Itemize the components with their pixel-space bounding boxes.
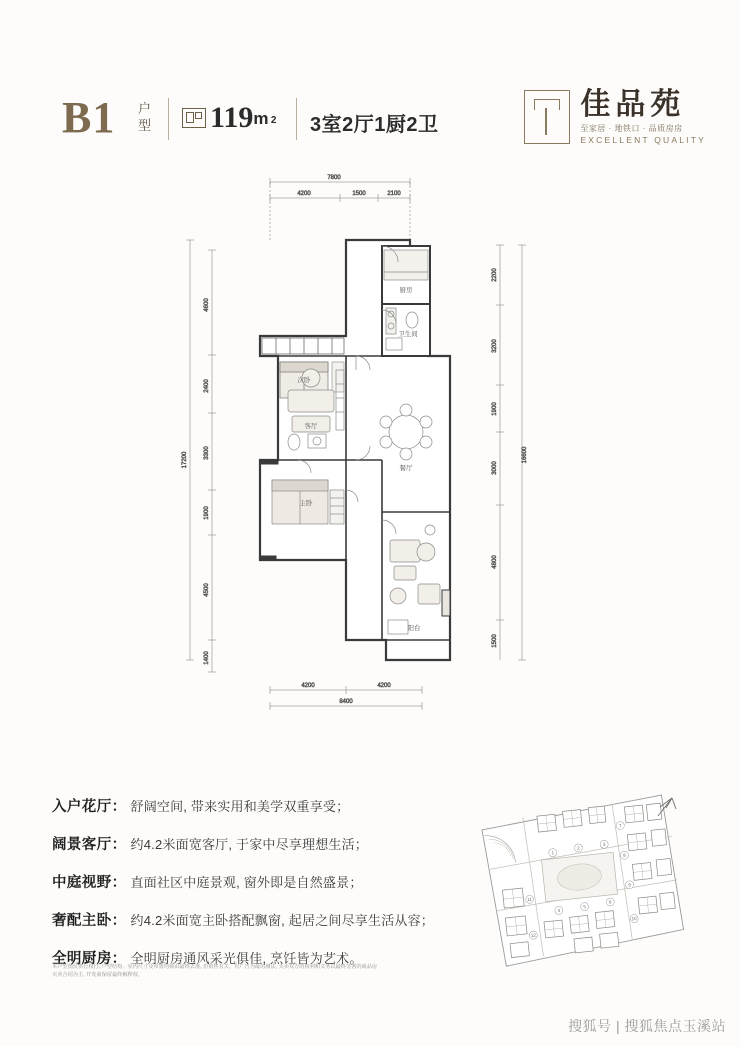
header [0,38,740,145]
svg-text:1500: 1500 [492,634,498,648]
list-item [52,909,452,930]
feature-title: 入户花厅： [52,799,127,815]
area-block [182,101,277,134]
brand-text [580,90,706,145]
feature-title: 全明厨房： [52,951,127,967]
unit-code: B1 [62,93,116,142]
room-spec: 3室2厅1厨2卫 [310,114,439,136]
svg-text:8: 8 [622,852,626,858]
svg-text:客厅: 客厅 [304,423,318,430]
svg-text:3300: 3300 [204,446,210,460]
list-item [52,795,452,816]
svg-text:7800: 7800 [327,175,341,181]
feature-title: 中庭视野： [52,875,127,891]
list-item [52,833,452,854]
svg-text:17200: 17200 [182,451,188,469]
brand-logo [524,90,706,145]
divider-2 [296,98,297,140]
site-plan-map [470,790,690,975]
watermark: 搜狐号 | 搜狐焦点玉溪站 [568,1018,726,1034]
svg-text:6: 6 [608,899,612,905]
svg-text:2: 2 [576,845,580,851]
svg-text:3000: 3000 [492,461,498,475]
feature-desc: 舒阔空间, 带来实用和美学双重享受； [130,799,350,814]
svg-text:16600: 16600 [522,446,528,464]
svg-text:1500: 1500 [352,191,366,197]
svg-text:4200: 4200 [377,683,391,689]
svg-text:2100: 2100 [387,191,401,197]
list-item [52,871,452,892]
divider-1 [168,98,169,140]
feature-desc: 全明厨房通风采光俱佳, 烹饪皆为艺术。 [130,951,363,966]
feature-title: 阔景客厅： [52,837,127,853]
svg-text:10: 10 [631,915,637,922]
unit-type-label: 户型 [138,101,152,133]
svg-text:2200: 2200 [492,268,498,282]
svg-text:厨房: 厨房 [399,287,413,294]
brand-name-en: EXCELLENT QUALITY [580,135,706,145]
feature-desc: 直面社区中庭景观, 窗外即是自然盛景； [130,875,363,890]
svg-text:1: 1 [551,850,555,856]
area-unit-text: m [253,109,269,128]
svg-text:9: 9 [628,882,632,888]
svg-text:3: 3 [602,841,606,847]
svg-text:3200: 3200 [492,339,498,353]
brand-monogram-icon [524,90,570,144]
svg-text:4200: 4200 [301,683,315,689]
svg-text:卫生间: 卫生间 [398,331,418,338]
svg-text:11: 11 [526,896,533,903]
area-unit [253,106,277,132]
feature-title: 奢配主卧： [52,913,127,929]
floorplan-icon [182,108,206,128]
svg-text:餐厅: 餐厅 [399,465,413,472]
svg-text:阳台: 阳台 [407,625,421,632]
area-unit-sup: 2 [270,115,277,126]
svg-text:5: 5 [583,904,587,910]
svg-text:12: 12 [530,932,537,939]
feature-desc: 约4.2米面宽主卧搭配飘窗, 起居之间尽享生活从容； [130,913,434,928]
disclaimer-text: 本户型图仅供行权行, 户型结构、室内尺寸及布置均须由最终去准, 但销售有关、有广告为最的测法, 买卖双方的权利和义务以最终签署的商品房买卖合同为主, 开发商保留最终解释权。 [52,964,378,978]
svg-text:4500: 4500 [204,583,210,597]
svg-text:7: 7 [618,822,622,829]
svg-text:2400: 2400 [204,379,210,393]
svg-text:4200: 4200 [297,191,311,197]
feature-desc: 约4.2米面宽客厅, 于家中尽享理想生活； [130,837,368,852]
svg-text:1900: 1900 [204,506,210,520]
svg-text:主卧: 主卧 [299,500,313,507]
svg-text:次卧: 次卧 [297,377,311,384]
svg-text:8400: 8400 [339,699,353,705]
svg-text:1900: 1900 [492,402,498,416]
svg-text:4600: 4600 [204,298,210,312]
svg-text:4800: 4800 [492,555,498,569]
brand-tagline: 至家居 · 地铁口 · 品质房房 [580,124,683,133]
svg-text:4: 4 [557,907,561,914]
feature-list [52,795,452,985]
brand-name-cn: 佳品苑 [580,88,686,121]
svg-text:1400: 1400 [204,651,210,665]
floor-plan [150,160,600,740]
area-value: 119 [210,101,254,134]
